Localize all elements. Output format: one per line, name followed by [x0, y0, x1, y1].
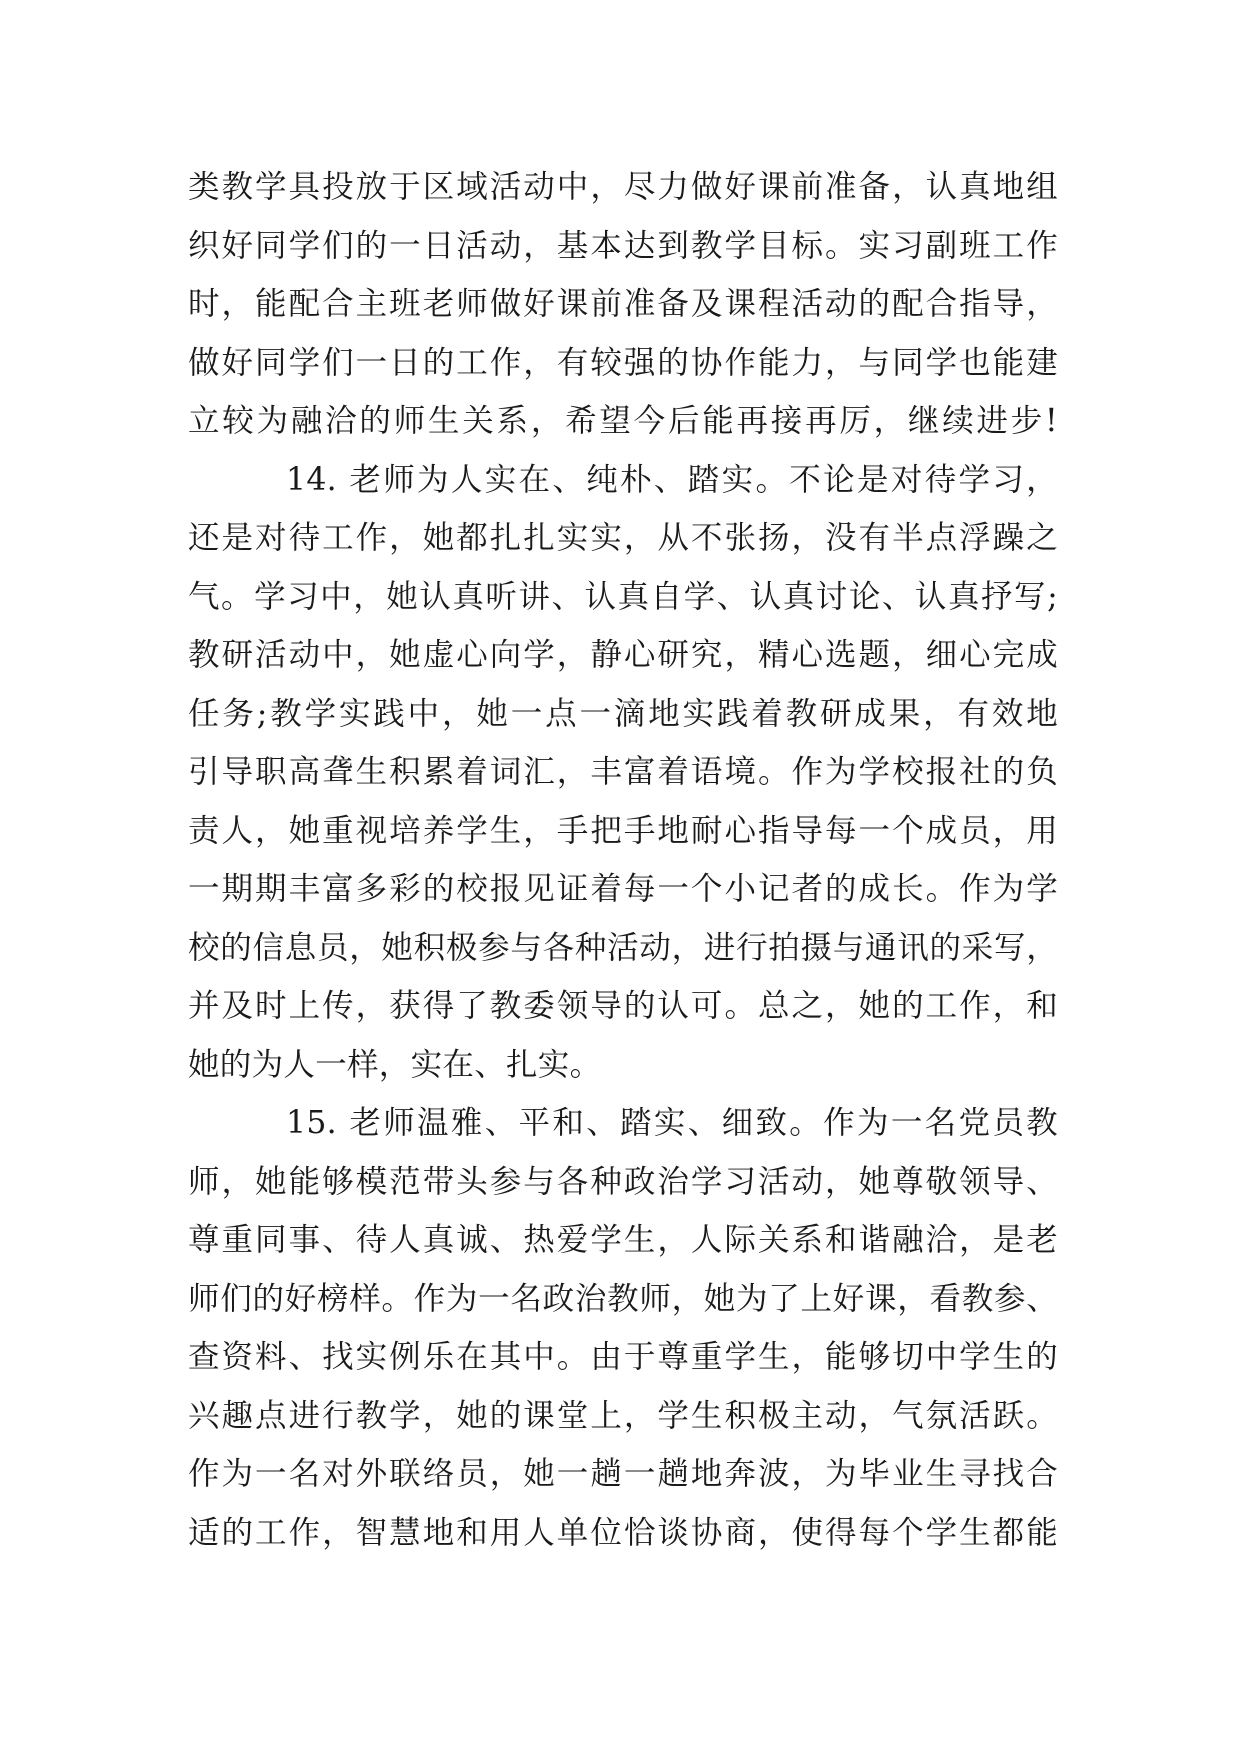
paragraph-first-line: 15. 老师温雅、平和、踏实、细致。作为一名党员教 — [286, 1105, 1058, 1141]
text-line: 适的工作，智慧地和用人单位恰谈协商，使得每个学生都能 — [188, 1514, 1058, 1551]
text-line: 任务;教学实践中，她一点一滴地实践着教研成果，有效地 — [188, 695, 1058, 732]
text-line: 并及时上传，获得了教委领导的认可。总之，她的工作，和 — [188, 988, 1058, 1024]
text-line: 一期期丰富多彩的校报见证着每一个小记者的成长。作为学 — [188, 871, 1058, 907]
text-line: 责人，她重视培养学生，手把手地耐心指导每一个成员，用 — [188, 812, 1058, 849]
text-line: 师们的好榜样。作为一名政治教师，她为了上好课，看教参、 — [188, 1280, 1058, 1317]
text-line: 引导职高聋生积累着词汇，丰富着语境。作为学校报社的负 — [188, 754, 1058, 790]
text-line: 做好同学们一日的工作，有较强的协作能力，与同学也能建 — [188, 344, 1058, 381]
text-line: 尊重同事、待人真诚、热爱学生，人际关系和谐融洽，是老 — [188, 1222, 1058, 1258]
text-line: 时，能配合主班老师做好课前准备及课程活动的配合指导， — [188, 286, 1058, 322]
text-line: 类教学具投放于区域活动中，尽力做好课前准备，认真地组 — [188, 169, 1058, 205]
text-line: 还是对待工作，她都扎扎实实，从不张扬，没有半点浮躁之 — [188, 520, 1058, 556]
text-line: 她的为人一样，实在、扎实。 — [188, 1046, 602, 1083]
text-line: 兴趣点进行教学，她的课堂上，学生积极主动，气氛活跃。 — [188, 1397, 1058, 1434]
text-line: 师，她能够模范带头参与各种政治学习活动，她尊敬领导、 — [188, 1163, 1058, 1200]
document-body — [188, 158, 1058, 1562]
text-line: 织好同学们的一日活动，基本达到教学目标。实习副班工作 — [188, 227, 1058, 264]
paragraph-first-line: 14. 老师为人实在、纯朴、踏实。不论是对待学习， — [286, 461, 1058, 498]
text-line: 教研活动中，她虚心向学，静心研究，精心选题，细心完成 — [188, 637, 1058, 673]
text-line: 气。学习中，她认真听讲、认真自学、认真讨论、认真抒写; — [188, 578, 1058, 615]
text-line: 查资料、找实例乐在其中。由于尊重学生，能够切中学生的 — [188, 1339, 1058, 1375]
text-line: 作为一名对外联络员，她一趟一趟地奔波，为毕业生寻找合 — [188, 1456, 1058, 1492]
text-line: 校的信息员，她积极参与各种活动，进行拍摄与通讯的采写， — [188, 929, 1058, 966]
text-line: 立较为融洽的师生关系，希望今后能再接再厉，继续进步! — [188, 403, 1058, 439]
